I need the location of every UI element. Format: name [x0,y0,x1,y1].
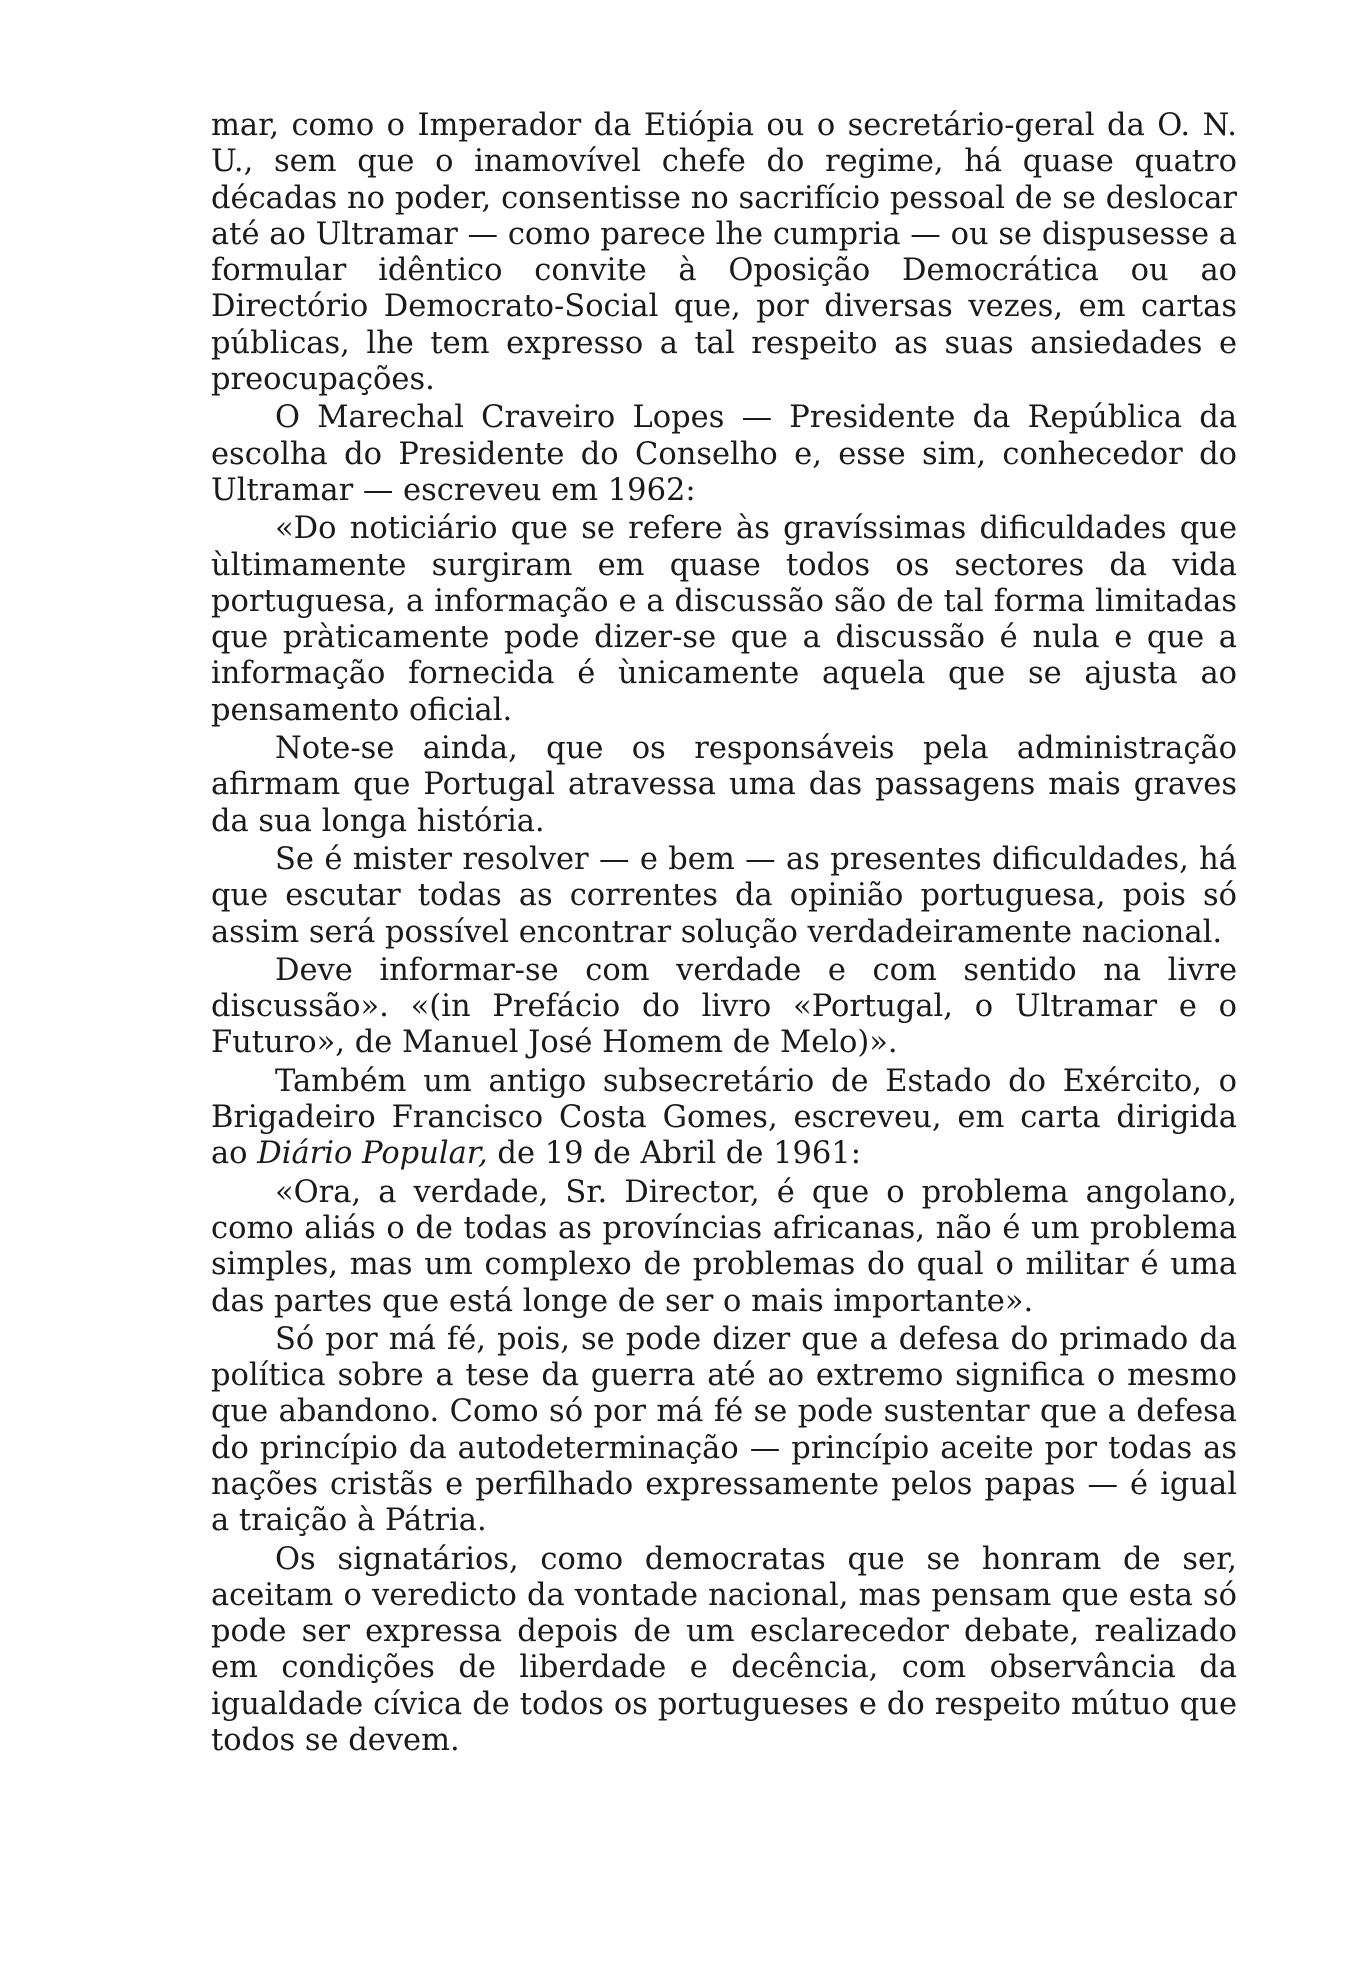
paragraph-2: O Marechal Craveiro Lopes — Presidente da República da escolha do Presidente do Conselho e, esse sim, conhecedor do Ultramar — escreveu em 1962: [211,400,1237,508]
paragraph-10: Os signatários, como democratas que se honram de ser, aceitam o veredicto da vontade nacional, mas pensam que esta só pode ser expressa depois de um esclarecedor debate, realizado em condições de liberdade e decência, com observância da igualdade cívica de todos os portugueses e do respeito mútuo que todos se devem. [211,1541,1237,1759]
paragraph-1: mar, como o Imperador da Etiópia ou o secretário-geral da O. N. U., sem que o inamovível chefe do regime, há quase quatro décadas no poder, consentisse no sacrifício pessoal de se deslocar até ao Ultramar — como parece lhe cumpria — ou se dispusesse a formular idêntico convite à Oposição Democrática ou ao Directório Democrato-Social que, por diversas vezes, em cartas públicas, lhe tem expresso a tal respeito as suas ansiedades e preocupações. [211,108,1237,398]
paragraph-7-tail: de 19 de Abril de 1961: [497,1136,861,1172]
document-page [211,108,1237,1759]
paragraph-9: Só por má fé, pois, se pode dizer que a defesa do primado da política sobre a tese da guerra até ao extremo significa o mesmo que abandono. Como só por má fé se pode sustentar que a defesa do princípio da autodeterminação — princípio aceite por todas as nações cristãs e perfilhado expressamente pelos papas — é igual a traição à Pátria. [211,1321,1237,1539]
newspaper-title: Diário Popular, [257,1136,488,1172]
paragraph-3: «Do noticiário que se refere às gravíssimas dificuldades que ùltimamente surgiram em quase todos os sectores da vida portuguesa, a informação e a discussão são de tal forma limitadas que pràticamente pode dizer-se que a discussão é nula e que a informação fornecida é ùnicamente aquela que se ajusta ao pensamento oficial. [211,511,1237,728]
paragraph-4: Note-se ainda, que os responsáveis pela administração afirmam que Portugal atravessa uma das passagens mais graves da sua longa história. [211,731,1237,839]
paragraph-5: Se é mister resolver — e bem — as presentes dificuldades, há que escutar todas as correntes da opinião portuguesa, pois só assim será possível encontrar solução verdadeiramente nacional. [211,841,1237,950]
paragraph-8: «Ora, a verdade, Sr. Director, é que o problema angolano, como aliás o de todas as províncias africanas, não é um problema simples, mas um complexo de problemas do qual o militar é uma das partes que está longe de ser o mais importante». [211,1174,1237,1319]
paragraph-7-text: Também um antigo subsecretário de Estado do Exército, o Brigadeiro Francisco Costa Gomes, escreveu, em carta dirigida ao [211,1063,1237,1172]
paragraph-6: Deve informar-se com verdade e com sentido na livre discussão». «(in Prefácio do livro «Portugal, o Ultramar e o Futuro», de Manuel José Homem de Melo)». [211,952,1237,1061]
paragraph-7 [211,1064,1237,1173]
